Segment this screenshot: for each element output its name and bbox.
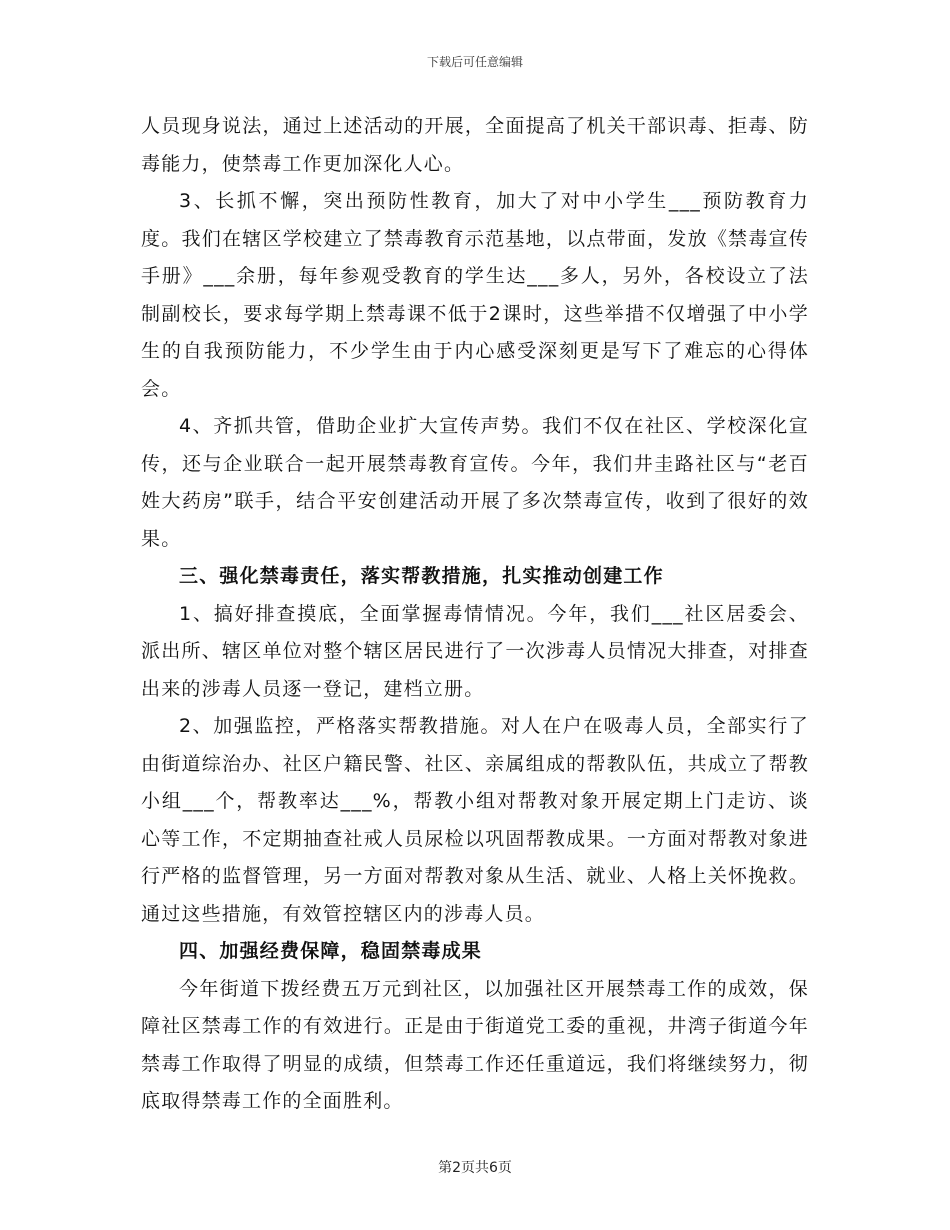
section-heading-4: 四、加强经费保障，稳固禁毒成果 — [179, 940, 483, 962]
paragraph-section4-body: 今年街道下拨经费五万元到社区，以加强社区开展禁毒工作的成效，保障社区禁毒工作的有效进行。正是由于街道党工委的重视，井湾子街道今年禁毒工作取得了明显的成绩，但禁毒工作还任重道远，我们将继续努力，彻底取得禁毒工作的全面胜利。 — [141, 977, 809, 1112]
page-number: 第2页共6页 — [438, 1160, 512, 1176]
section-heading-3: 三、强化禁毒责任，落实帮教措施，扎实推动创建工作 — [179, 565, 664, 587]
paragraph-continued: 人员现身说法，通过上述活动的开展，全面提高了机关干部识毒、拒毒、防毒能力，使禁毒工作更加深化人心。 — [141, 115, 809, 175]
document-body — [141, 108, 809, 1121]
paragraph-section3-item-2: 2、加强监控，严格落实帮教措施。对人在户在吸毒人员，全部实行了由街道综治办、社区户籍民警、社区、亲属组成的帮教队伍，共成立了帮教小组___个，帮教率达___%，帮教小组对帮教对象开展定期上门走访、谈心等工作，不定期抽查社戒人员尿检以巩固帮教成果。一方面对帮教对象进行严格的监督管理，另一方面对帮教对象从生活、就业、人格上关怀挽救。通过这些措施，有效管控辖区内的涉毒人员。 — [141, 715, 809, 925]
page-header-note: 下载后可任意编辑 — [426, 55, 523, 69]
paragraph-section3-item-1: 1、搞好排查摸底，全面掌握毒情情况。今年，我们___社区居委会、派出所、辖区单位对整个辖区居民进行了一次涉毒人员情况大排查，对排查出来的涉毒人员逐一登记，建档立册。 — [141, 602, 809, 700]
paragraph-item-3: 3、长抓不懈，突出预防性教育，加大了对中小学生___预防教育力度。我们在辖区学校建立了禁毒教育示范基地，以点带面，发放《禁毒宣传手册》___余册，每年参观受教育的学生达___多人，另外，各校设立了法制副校长，要求每学期上禁毒课不低于2课时，这些举措不仅增强了中小学生的自我预防能力，不少学生由于内心感受深刻更是写下了难忘的心得体会。 — [141, 190, 809, 400]
paragraph-item-4: 4、齐抓共管，借助企业扩大宣传声势。我们不仅在社区、学校深化宣传，还与企业联合一起开展禁毒教育宣传。今年，我们井圭路社区与“老百姓大药房”联手，结合平安创建活动开展了多次禁毒宣传，收到了很好的效果。 — [141, 415, 809, 550]
